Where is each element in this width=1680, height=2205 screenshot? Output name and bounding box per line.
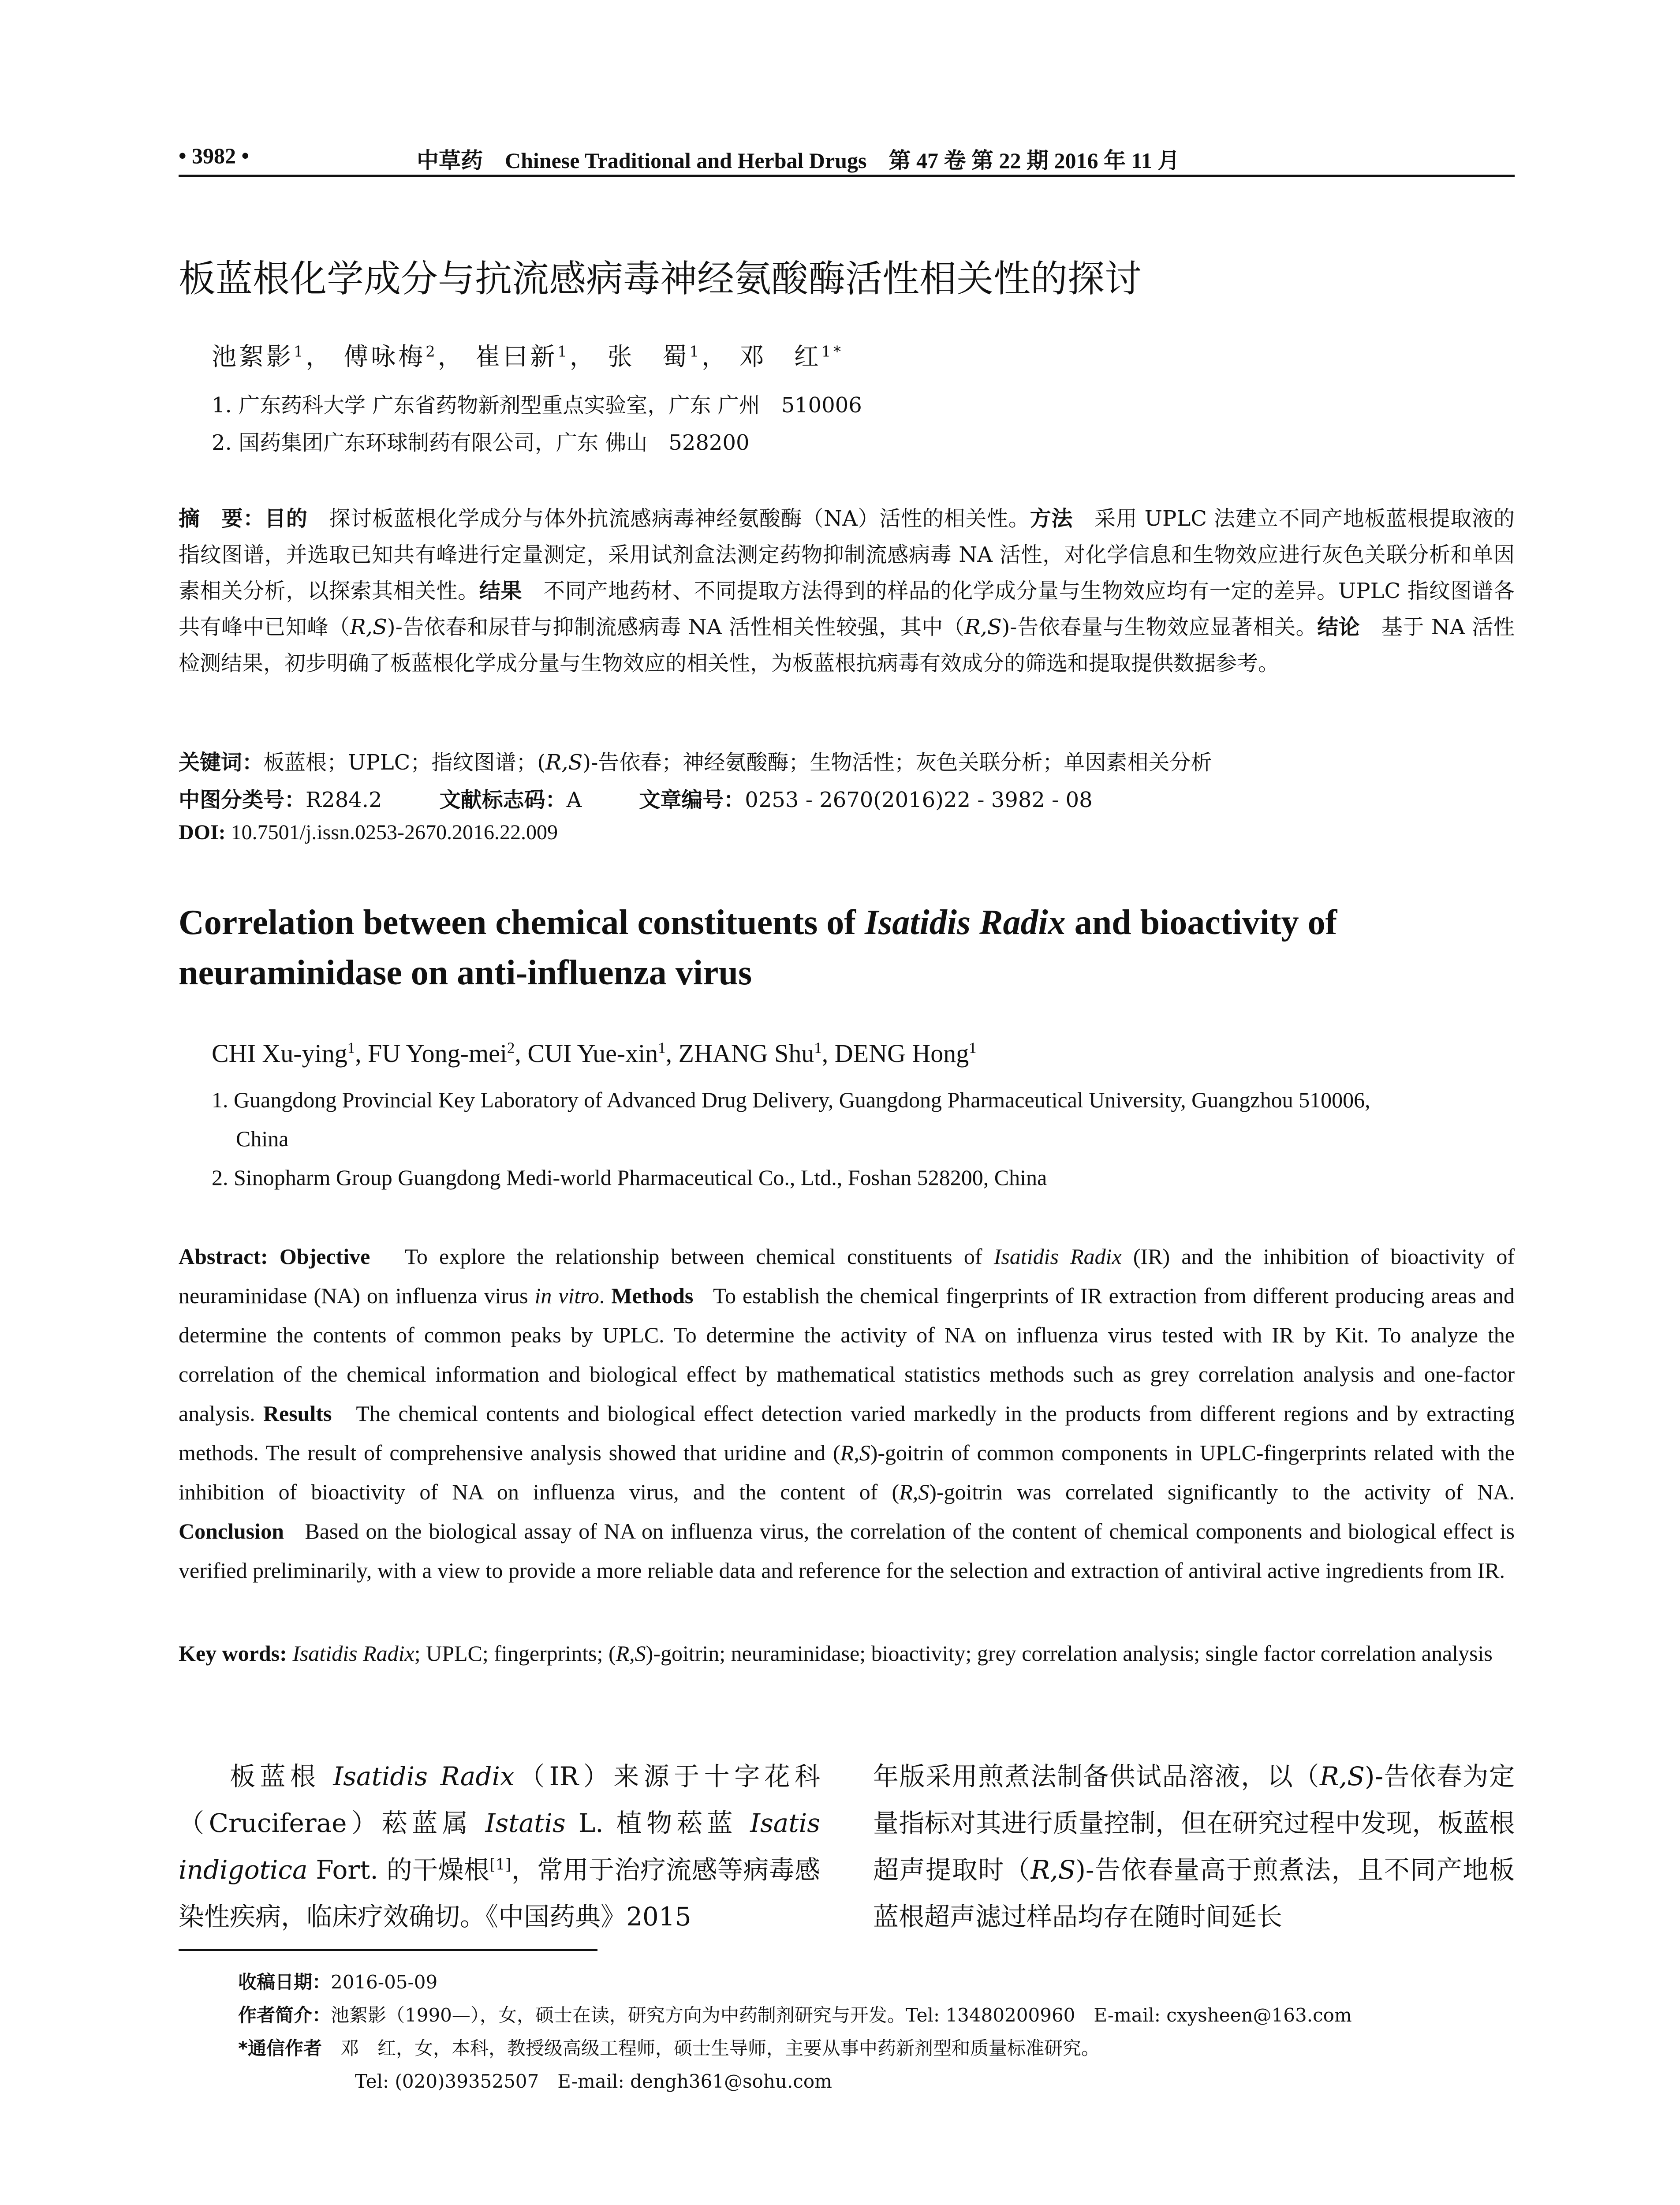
author-cn: 张 蜀 — [607, 343, 690, 371]
author-en: CUI Yue-xin — [527, 1039, 658, 1068]
affiliation-cn-2: 2. 国药集团广东环球制药有限公司，广东 佛山 528200 — [212, 430, 750, 455]
doi-line: DOI: 10.7501/j.issn.0253-2670.2016.22.009 — [179, 821, 558, 844]
authors-cn: 池絮影$^1$， 傅咏梅$^2$， 崔曰新$^1$， 张 蜀$^1$， 邓 红$^{1*}$ — [212, 343, 844, 371]
affiliations-en — [212, 1080, 1517, 1197]
author-cn: 池絮影 — [212, 343, 294, 371]
author-cn: 邓 红 — [739, 343, 821, 371]
journal-citation — [417, 143, 1180, 175]
author-en: FU Yong-mei — [368, 1039, 507, 1068]
abstract-cn: 摘 要：目的 探讨板蓝根化学成分与体外抗流感病毒神经氨酸酶（NA）活性的相关性。方法 采用 UPLC 法建立不同产地板蓝根提取液的指纹图谱，并选取已知共有峰进行定量测定，采用试剂盒法测定药物抑制流感病毒 NA 活性，对化学信息和生物效应进行灰色关联分析和单因素相关分析，以探索其相关性。结果 不同产地药材、不同提取方法得到的样品的化学成分量与生物效应均有一定的差异。UPLC 指纹图谱各共有峰中已知峰（R,S)-告依春和尿苷与抑制流感病毒 NA 活性相关性较强，其中（R,S)-告依春量与生物效应显著相关。结论 基于 NA 活性检测结果，初步明确了板蓝根化学成分量与生物效应的相关性，为板蓝根抗病毒有效成分的筛选和提取提供数据参考。 — [179, 506, 1515, 676]
footnote-author-bio: 作者简介：池絮影（1990—），女，硕士在读，研究方向为中药制剂研究与开发。Tel: 13480200960 E-mail: cxysheen@163.com — [238, 2004, 1352, 2026]
body-column-left: 板蓝根 Isatidis Radix（IR）来源于十字花科（Cruciferae）菘蓝属 Istatis L. 植物菘蓝 Isatis indigotica Fort. 的干燥根[1]，常用于治疗流感等病毒感染性疾病，临床疗效确切。《中国药典》2015 — [179, 1761, 820, 1932]
page-number: • 3982 • — [179, 143, 250, 168]
affiliation-cn-1: 1. 广东药科大学 广东省药物新剂型重点实验室，广东 广州 510006 — [212, 393, 862, 418]
footnote-contact: Tel: (020)39352507 E-mail: dengh361@sohu.com — [355, 2070, 832, 2092]
running-header — [179, 139, 1515, 175]
header-rule — [179, 175, 1515, 177]
body-column-right: 年版采用煎煮法制备供试品溶液，以（R,S)-告依春为定量指标对其进行质量控制，但在研究过程中发现，板蓝根超声提取时（R,S)-告依春量高于煎煮法，且不同产地板蓝根超声滤过样品均存在随时间延长 — [873, 1761, 1515, 1932]
affiliation-en-1: 1. Guangdong Provincial Key Laboratory of Advanced Drug Delivery, Guangdong Pharmaceutical University, Guangzhou 510006, — [212, 1088, 1370, 1112]
footnote-received: 收稿日期：2016-05-09 — [238, 1971, 438, 1993]
footnote-rule — [179, 1949, 597, 1951]
affiliation-en-2: 2. Sinopharm Group Guangdong Medi-world Pharmaceutical Co., Ltd., Foshan 528200, China — [212, 1165, 1047, 1190]
journal-name-cn: 中草药 — [417, 147, 483, 173]
affiliation-en-1-cont: China — [236, 1126, 289, 1151]
author-en: DENG Hong — [834, 1039, 969, 1068]
abstract-en-label: Abstract: Objective — [179, 1244, 370, 1269]
author-en: ZHANG Shu — [678, 1039, 814, 1068]
author-en: CHI Xu-ying — [212, 1039, 347, 1068]
abstract-cn-label: 摘 要： — [179, 506, 265, 531]
keywords-cn: 关键词：板蓝根；UPLC；指纹图谱；(R,S)-告依春；神经氨酸酶；生物活性；灰色关联分析；单因素相关分析 — [179, 750, 1212, 775]
authors-en: CHI Xu-ying$^1$, FU Yong-mei$^2$, CUI Yue-xin$^1$, ZHANG Shu$^1$, DENG Hong$^1$ — [212, 1039, 977, 1068]
keywords-en: Key words: Isatidis Radix; UPLC; fingerprints; (R,S)-goitrin; neuraminidase; bioactivity; grey correlation analysis; single factor correlation analysis — [179, 1641, 1493, 1666]
journal-issue: 第 47 卷 第 22 期 2016 年 11 月 — [889, 148, 1180, 173]
author-cn: 崔曰新 — [475, 343, 558, 371]
abstract-en: Abstract: Objective To explore the relationship between chemical constituents of Isatidis Radix (IR) and the inhibition of bioactivity of neuraminidase (NA) on influenza virus in vitro. Methods To establish the chemical fingerprints of IR extraction from different producing areas and determine the contents of common peaks by UPLC. To determine the activity of NA on influenza virus tested with IR by Kit. To analyze the correlation of the chemical information and biological effect by mathematical statistics methods such as grey correlation analysis and one-factor analysis. Results The chemical contents and biological effect detection varied markedly in the products from different regions and by extracting methods. The result of comprehensive analysis showed that uridine and (R,S)-goitrin of common components in UPLC-fingerprints related with the inhibition of bioactivity of NA on influenza virus, and the content of (R,S)-goitrin was correlated significantly to the activity of NA. Conclusion Based on the biological assay of NA on influenza virus, the correlation of the content of chemical components and biological effect is verified preliminarily, with a view to provide a more reliable data and reference for the selection and extraction of antiviral active ingredients from IR. — [179, 1244, 1515, 1583]
title-en: Correlation between chemical constituents of Isatidis Radix and bioactivity of neuraminidase on anti-influenza virus — [179, 903, 1337, 992]
journal-name-en: Chinese Traditional and Herbal Drugs — [505, 148, 867, 173]
classification-line: 中图分类号：R284.2 文献标志码：A 文章编号：0253 - 2670(2016)22 - 3982 - 08 — [179, 788, 1093, 812]
doi-link[interactable]: 10.7501/j.issn.0253-2670.2016.22.009 — [231, 821, 558, 844]
author-cn: 傅咏梅 — [343, 343, 426, 371]
reference-marker[interactable]: [1] — [489, 1856, 511, 1874]
footnote-corresponding: *通信作者 邓 红，女，本科，教授级高级工程师，硕士生导师，主要从事中药新剂型和质量标准研究。 — [238, 2037, 1100, 2059]
title-cn: 板蓝根化学成分与抗流感病毒神经氨酸酶活性相关性的探讨 — [179, 257, 1142, 300]
